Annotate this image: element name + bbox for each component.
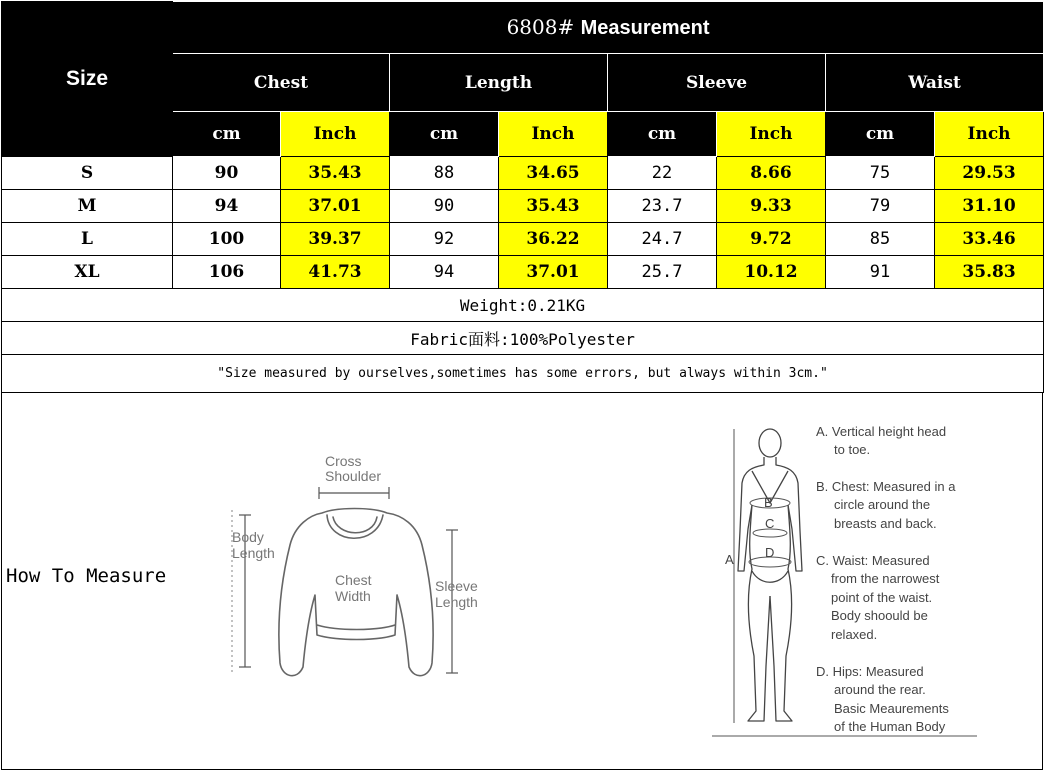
unit-cm: cm: [826, 112, 935, 157]
unit-cm: cm: [608, 112, 717, 157]
note-height: A. Vertical height head: [816, 424, 947, 439]
unit-inch: Inch: [499, 112, 608, 157]
size-cell: XL: [2, 256, 173, 289]
length-cm-cell: 88: [390, 157, 499, 190]
measurement-note: "Size measured by ourselves,sometimes has some errors, but always within 3cm.": [2, 355, 1044, 393]
marker-a: A: [725, 552, 734, 567]
chest-inch-cell: 39.37: [281, 223, 390, 256]
size-cell: S: [2, 157, 173, 190]
table-row: [2, 157, 1044, 190]
sleeve-inch-cell: 8.66: [717, 157, 826, 190]
note-hips: D. Hips: Measured: [816, 664, 924, 679]
waist-inch-cell: 33.46: [935, 223, 1044, 256]
note-waist: Body shoould be: [831, 608, 928, 623]
group-length: Length: [390, 54, 608, 112]
waist-inch-cell: 31.10: [935, 190, 1044, 223]
waist-cm-cell: 91: [826, 256, 935, 289]
note-hips: of the Human Body: [834, 719, 946, 734]
group-waist: Waist: [826, 54, 1044, 112]
note-hips: around the rear.: [834, 682, 926, 697]
group-chest: Chest: [173, 54, 390, 112]
note-chest: circle around the: [834, 497, 931, 512]
table-row: [2, 256, 1044, 289]
unit-inch: Inch: [935, 112, 1044, 157]
table-row: [2, 223, 1044, 256]
chest-inch-cell: 37.01: [281, 190, 390, 223]
length-cm-cell: 90: [390, 190, 499, 223]
cross-shoulder-label: Shoulder: [325, 468, 382, 484]
title-number: 6808#: [506, 15, 575, 39]
marker-d: D: [765, 545, 775, 560]
note-waist: point of the waist.: [831, 590, 933, 605]
length-cm-cell: 94: [390, 256, 499, 289]
sleeve-length-label: Length: [435, 594, 478, 610]
body-length-label: Body: [232, 529, 264, 545]
length-inch-cell: 36.22: [499, 223, 608, 256]
body-diagram: [712, 421, 1012, 746]
sleeve-inch-cell: 10.12: [717, 256, 826, 289]
waist-inch-cell: 29.53: [935, 157, 1044, 190]
how-to-measure-section: [1, 393, 1043, 770]
sleeve-inch-cell: 9.33: [717, 190, 826, 223]
size-cell: L: [2, 223, 173, 256]
unit-cm: cm: [173, 112, 281, 157]
sweater-diagram: [227, 455, 487, 695]
sleeve-inch-cell: 9.72: [717, 223, 826, 256]
size-header: Size: [2, 2, 173, 157]
marker-b: B: [764, 495, 773, 510]
fabric-info: Fabric面料:100%Polyester: [2, 322, 1044, 355]
sleeve-cm-cell: 24.7: [608, 223, 717, 256]
table-row: [2, 190, 1044, 223]
note-waist: C. Waist: Measured: [816, 553, 930, 568]
unit-inch: Inch: [717, 112, 826, 157]
group-sleeve: Sleeve: [608, 54, 826, 112]
sleeve-cm-cell: 25.7: [608, 256, 717, 289]
chest-width-label: Chest: [335, 572, 372, 588]
length-inch-cell: 37.01: [499, 256, 608, 289]
note-chest: B. Chest: Measured in a: [816, 479, 956, 494]
chest-cm-cell: 94: [173, 190, 281, 223]
title-label: Measurement: [580, 17, 710, 39]
marker-c: C: [765, 516, 775, 531]
unit-inch: Inch: [281, 112, 390, 157]
chest-inch-cell: 35.43: [281, 157, 390, 190]
length-inch-cell: 34.65: [499, 157, 608, 190]
body-length-label: Length: [232, 545, 275, 561]
waist-cm-cell: 75: [826, 157, 935, 190]
table-title: [173, 2, 1044, 54]
waist-cm-cell: 85: [826, 223, 935, 256]
sleeve-cm-cell: 23.7: [608, 190, 717, 223]
note-height: to toe.: [834, 442, 871, 457]
chest-width-label: Width: [335, 588, 371, 604]
chest-cm-cell: 90: [173, 157, 281, 190]
chest-inch-cell: 41.73: [281, 256, 390, 289]
length-inch-cell: 35.43: [499, 190, 608, 223]
note-waist: from the narrowest: [831, 571, 940, 586]
sleeve-length-label: Sleeve: [435, 578, 478, 594]
weight-info: Weight:0.21KG: [2, 289, 1044, 322]
waist-cm-cell: 79: [826, 190, 935, 223]
how-to-measure-label: How To Measure: [6, 565, 167, 587]
size-cell: M: [2, 190, 173, 223]
size-table: [1, 1, 1044, 393]
note-hips: Basic Meaurements: [834, 701, 949, 716]
note-waist: relaxed.: [831, 627, 878, 642]
chest-cm-cell: 106: [173, 256, 281, 289]
note-chest: breasts and back.: [834, 516, 937, 531]
cross-shoulder-label: Cross: [325, 455, 362, 469]
human-body-icon: [738, 429, 802, 721]
sleeve-cm-cell: 22: [608, 157, 717, 190]
unit-cm: cm: [390, 112, 499, 157]
length-cm-cell: 92: [390, 223, 499, 256]
waist-inch-cell: 35.83: [935, 256, 1044, 289]
chest-cm-cell: 100: [173, 223, 281, 256]
